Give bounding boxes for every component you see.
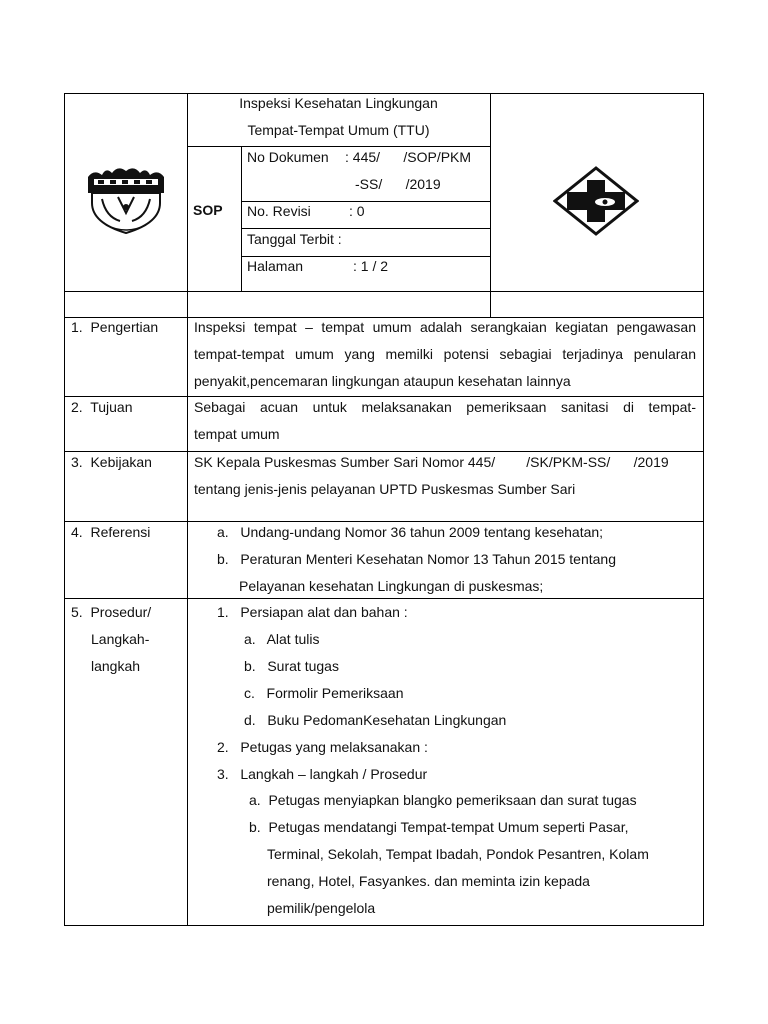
no-dokumen-label: No Dokumen	[247, 149, 329, 165]
row-label-prosedur: 5. Prosedur/	[71, 604, 152, 620]
no-revisi-label: No. Revisi	[247, 203, 311, 219]
title-line-1: Inspeksi Kesehatan Lingkungan	[239, 95, 438, 111]
prosedur-step-3-b-line-3: renang, Hotel, Fasyankes. dan meminta izin kepada	[267, 873, 590, 889]
pengertian-line-1: Inspeksi tempat – tempat umum adalah serangkaian kegiatan pengawasan	[194, 319, 696, 335]
title-line-2: Tempat-Tempat Umum (TTU)	[247, 122, 430, 138]
prosedur-step-1-item-b: b. Surat tugas	[244, 658, 339, 674]
no-dokumen-value-line-2: -SS/ /2019	[355, 176, 441, 192]
pengertian-line-2: tempat-tempat umum yang memilki potensi sebagiai terjadinya penularan	[194, 346, 696, 362]
prosedur-step-2: 2. Petugas yang melaksanakan :	[217, 739, 428, 755]
prosedur-step-3-b-line-1: b. Petugas mendatangi Tempat-tempat Umum seperti Pasar,	[249, 819, 629, 835]
sop-column-divider	[241, 146, 242, 292]
row-label-pengertian: 1. Pengertian	[71, 319, 159, 335]
row-label-referensi: 4. Referensi	[71, 524, 151, 540]
prosedur-step-1-item-a: a. Alat tulis	[244, 631, 320, 647]
no-dokumen-value-line-1: : 445/ /SOP/PKM	[345, 149, 472, 165]
row-label-kebijakan: 3. Kebijakan	[71, 454, 152, 470]
prosedur-step-3-a: a. Petugas menyiapkan blangko pemeriksaan dan surat tugas	[249, 792, 637, 808]
prosedur-step-3: 3. Langkah – langkah / Prosedur	[217, 766, 428, 782]
table-border-left	[64, 93, 65, 926]
kebijakan-line-2: tentang jenis-jenis pelayanan UPTD Puskesmas Sumber Sari	[194, 481, 576, 497]
halaman-value: : 1 / 2	[353, 258, 389, 274]
prosedur-step-1: 1. Persiapan alat dan bahan :	[217, 604, 408, 620]
row-label-tujuan: 2. Tujuan	[71, 399, 133, 415]
kebijakan-line-1: SK Kepala Puskesmas Sumber Sari Nomor 445/ /SK/PKM-SS/ /2019	[194, 454, 669, 470]
row-pengertian-bottom-line	[64, 396, 704, 397]
no-revisi-value: : 0	[349, 203, 365, 219]
pengertian-line-3: penyakit,pencemaran lingkungan ataupun kesehatan lainnya	[194, 373, 571, 389]
table-border-right	[703, 93, 704, 926]
revisi-bottom-line	[241, 228, 490, 229]
prosedur-step-3-b-line-2: Terminal, Sekolah, Tempat Ibadah, Pondok Pesantren, Kolam	[267, 846, 649, 862]
tujuan-line-1: Sebagai acuan untuk melaksanakan pemeriksaan sanitasi di tempat-	[194, 399, 696, 415]
row-tujuan-bottom-line	[64, 451, 704, 452]
label-column-divider	[187, 93, 188, 926]
referensi-item-a: a. Undang-undang Nomor 36 tahun 2009 tentang kesehatan;	[217, 524, 604, 540]
prosedur-step-1-item-d: d. Buku PedomanKesehatan Lingkungan	[244, 712, 507, 728]
row-label-langkah-2: langkah	[91, 658, 141, 674]
sop-label: SOP	[193, 202, 223, 218]
tanggal-terbit-label: Tanggal Terbit :	[247, 231, 342, 247]
referensi-item-b: b. Peraturan Menteri Kesehatan Nomor 13 Tahun 2015 tentang	[217, 551, 617, 567]
row-kebijakan-bottom-line	[64, 521, 704, 522]
prosedur-step-3-b-line-4: pemilik/pengelola	[267, 900, 376, 916]
header-bottom-line	[64, 291, 704, 292]
row-label-langkah: Langkah-	[91, 631, 150, 647]
referensi-item-b-cont: Pelayanan kesehatan Lingkungan di puskesmas;	[239, 578, 544, 594]
logo-column-divider	[490, 93, 491, 318]
tujuan-line-2: tempat umum	[194, 426, 280, 442]
halaman-label: Halaman	[247, 258, 304, 274]
table-border-bottom	[64, 925, 704, 926]
regency-emblem-icon	[84, 163, 168, 235]
puskesmas-logo-icon	[553, 166, 639, 236]
prosedur-step-1-item-c: c. Formolir Pemeriksaan	[244, 685, 404, 701]
title-bottom-line	[187, 146, 490, 147]
row-referensi-bottom-line	[64, 598, 704, 599]
